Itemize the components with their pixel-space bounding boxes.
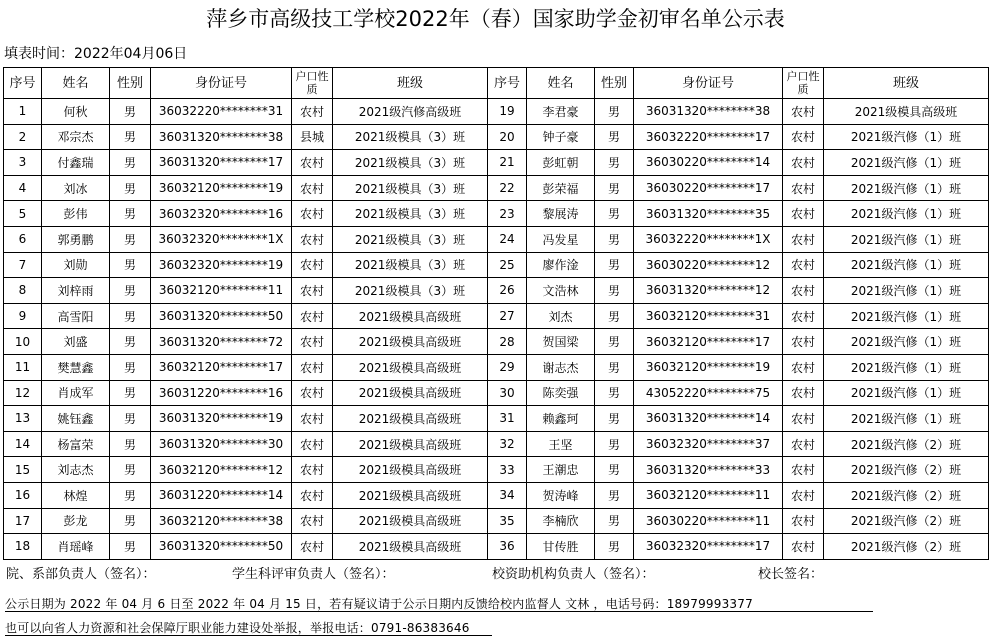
table-row [4, 303, 989, 329]
cell-class: 2021级模具高级班 [333, 406, 488, 432]
cell-seq: 19 [488, 99, 527, 125]
cell-gender: 男 [595, 150, 634, 176]
cell-gender: 男 [110, 380, 151, 406]
cell-hukou: 农村 [292, 406, 333, 432]
cell-id-number: 36032120********12 [151, 457, 292, 483]
cell-seq: 20 [488, 124, 527, 150]
cell-gender: 男 [110, 482, 151, 508]
cell-seq: 8 [4, 278, 42, 304]
cell-hukou: 农村 [783, 431, 824, 457]
cell-name: 付鑫瑞 [42, 150, 110, 176]
cell-hukou: 农村 [292, 175, 333, 201]
cell-gender: 男 [595, 124, 634, 150]
cell-hukou: 农村 [292, 534, 333, 560]
cell-id-number: 36032120********17 [634, 329, 783, 355]
table-row [4, 226, 989, 252]
cell-name: 郭勇鹏 [42, 226, 110, 252]
cell-class: 2021级汽修（1）班 [824, 278, 989, 304]
header-row [4, 68, 989, 99]
cell-class: 2021级汽修（2）班 [824, 534, 989, 560]
col-seq: 序号 [488, 68, 527, 99]
cell-class: 2021级模具高级班 [333, 457, 488, 483]
cell-seq: 12 [4, 380, 42, 406]
cell-seq: 29 [488, 354, 527, 380]
cell-id-number: 36030220********11 [634, 508, 783, 534]
cell-id-number: 36032120********11 [634, 482, 783, 508]
cell-name: 贺涛峰 [527, 482, 595, 508]
cell-class: 2021级汽修（1）班 [824, 354, 989, 380]
cell-id-number: 36032120********19 [151, 175, 292, 201]
cell-gender: 男 [110, 508, 151, 534]
cell-name: 贺国梁 [527, 329, 595, 355]
cell-hukou: 农村 [783, 508, 824, 534]
col-name: 姓名 [42, 68, 110, 99]
cell-class: 2021级汽修高级班 [333, 99, 488, 125]
cell-class: 2021级汽修（1）班 [824, 380, 989, 406]
cell-seq: 17 [4, 508, 42, 534]
cell-hukou: 农村 [783, 201, 824, 227]
cell-gender: 男 [110, 534, 151, 560]
cell-class: 2021级模具高级班 [333, 303, 488, 329]
review-signature-label: 学生科评审负责人（签名）： [232, 567, 395, 582]
cell-gender: 男 [110, 431, 151, 457]
cell-class: 2021级汽修（1）班 [824, 124, 989, 150]
cell-seq: 25 [488, 252, 527, 278]
cell-name: 邓宗杰 [42, 124, 110, 150]
cell-name: 王潮忠 [527, 457, 595, 483]
cell-name: 刘冰 [42, 175, 110, 201]
cell-seq: 28 [488, 329, 527, 355]
col-id: 身份证号 [151, 68, 292, 99]
cell-class: 2021级模具（3）班 [333, 278, 488, 304]
cell-class: 2021级汽修（1）班 [824, 303, 989, 329]
cell-class: 2021级模具高级班 [333, 482, 488, 508]
cell-hukou: 农村 [292, 278, 333, 304]
cell-id-number: 36032120********38 [151, 508, 292, 534]
cell-name: 文浩林 [527, 278, 595, 304]
cell-gender: 男 [595, 406, 634, 432]
table-row [4, 431, 989, 457]
table-row [4, 482, 989, 508]
cell-hukou: 农村 [783, 252, 824, 278]
cell-hukou: 农村 [783, 124, 824, 150]
cell-hukou: 农村 [783, 99, 824, 125]
cell-seq: 22 [488, 175, 527, 201]
cell-gender: 男 [595, 252, 634, 278]
cell-name: 何秋 [42, 99, 110, 125]
cell-class: 2021级汽修（1）班 [824, 252, 989, 278]
cell-hukou: 农村 [292, 303, 333, 329]
cell-hukou: 农村 [292, 201, 333, 227]
cell-hukou: 农村 [292, 431, 333, 457]
cell-hukou: 农村 [292, 457, 333, 483]
table-row [4, 406, 989, 432]
cell-name: 肖瑶峰 [42, 534, 110, 560]
cell-hukou: 农村 [783, 354, 824, 380]
cell-class: 2021级汽修（2）班 [824, 482, 989, 508]
cell-name: 廖作淦 [527, 252, 595, 278]
col-class: 班级 [333, 68, 488, 99]
table-row [4, 534, 989, 560]
cell-seq: 11 [4, 354, 42, 380]
cell-class: 2021级汽修（1）班 [824, 329, 989, 355]
cell-id-number: 36032120********11 [151, 278, 292, 304]
cell-hukou: 农村 [783, 303, 824, 329]
cell-gender: 男 [110, 252, 151, 278]
table-row [4, 252, 989, 278]
cell-seq: 14 [4, 431, 42, 457]
cell-name: 肖成军 [42, 380, 110, 406]
cell-gender: 男 [110, 406, 151, 432]
cell-id-number: 36031320********17 [151, 150, 292, 176]
table-row [4, 354, 989, 380]
cell-seq: 18 [4, 534, 42, 560]
cell-gender: 男 [595, 329, 634, 355]
cell-id-number: 36032320********19 [151, 252, 292, 278]
cell-name: 彭伟 [42, 201, 110, 227]
cell-name: 冯发星 [527, 226, 595, 252]
cell-id-number: 36030220********14 [634, 150, 783, 176]
cell-name: 林煌 [42, 482, 110, 508]
cell-name: 彭虹朝 [527, 150, 595, 176]
cell-class: 2021级汽修（2）班 [824, 508, 989, 534]
cell-name: 樊慧鑫 [42, 354, 110, 380]
col-seq: 序号 [4, 68, 42, 99]
cell-hukou: 农村 [783, 150, 824, 176]
cell-name: 刘梓雨 [42, 278, 110, 304]
table-row [4, 124, 989, 150]
cell-class: 2021级模具（3）班 [333, 175, 488, 201]
table-row [4, 329, 989, 355]
cell-id-number: 36032120********17 [151, 354, 292, 380]
cell-class: 2021级汽修（2）班 [824, 457, 989, 483]
cell-gender: 男 [595, 534, 634, 560]
publicity-notice: 公示日期为 2022 年 04 月 6 日至 2022 年 04 月 15 日，若有疑议请于公示日期内反馈给校内监督人 文林 ，电话号码：18979993377 [5, 597, 753, 611]
cell-gender: 男 [110, 124, 151, 150]
cell-hukou: 农村 [783, 406, 824, 432]
cell-id-number: 36031320********38 [634, 99, 783, 125]
table-row [4, 278, 989, 304]
cell-class: 2021级模具高级班 [333, 380, 488, 406]
cell-gender: 男 [110, 175, 151, 201]
cell-class: 2021级汽修（1）班 [824, 406, 989, 432]
cell-hukou: 农村 [292, 226, 333, 252]
cell-name: 李楠欣 [527, 508, 595, 534]
cell-name: 陈奕强 [527, 380, 595, 406]
cell-seq: 21 [488, 150, 527, 176]
cell-gender: 男 [595, 482, 634, 508]
cell-hukou: 农村 [783, 380, 824, 406]
cell-id-number: 36031320********30 [151, 431, 292, 457]
cell-id-number: 36031320********33 [634, 457, 783, 483]
cell-hukou: 农村 [292, 482, 333, 508]
col-name: 姓名 [527, 68, 595, 99]
cell-id-number: 36031320********72 [151, 329, 292, 355]
cell-hukou: 农村 [783, 175, 824, 201]
cell-gender: 男 [110, 457, 151, 483]
col-hukou: 户口性质 [783, 68, 824, 99]
cell-gender: 男 [595, 380, 634, 406]
cell-class: 2021级模具高级班 [333, 534, 488, 560]
cell-hukou: 农村 [783, 482, 824, 508]
cell-id-number: 36032220********1X [634, 226, 783, 252]
cell-id-number: 36032320********16 [151, 201, 292, 227]
cell-class: 2021级汽修（1）班 [824, 150, 989, 176]
table-row [4, 380, 989, 406]
aid-office-signature-label: 校资助机构负责人（签名）： [492, 567, 655, 582]
cell-gender: 男 [110, 303, 151, 329]
cell-name: 彭龙 [42, 508, 110, 534]
cell-id-number: 36031320********50 [151, 534, 292, 560]
cell-hukou: 农村 [783, 534, 824, 560]
cell-name: 高雪阳 [42, 303, 110, 329]
cell-gender: 男 [595, 175, 634, 201]
cell-hukou: 农村 [292, 252, 333, 278]
cell-name: 赖鑫珂 [527, 406, 595, 432]
cell-gender: 男 [110, 150, 151, 176]
cell-gender: 男 [595, 508, 634, 534]
cell-id-number: 36031320********35 [634, 201, 783, 227]
table-row [4, 99, 989, 125]
cell-class: 2021级汽修（1）班 [824, 175, 989, 201]
cell-seq: 1 [4, 99, 42, 125]
cell-gender: 男 [110, 226, 151, 252]
cell-seq: 24 [488, 226, 527, 252]
roster-table [3, 67, 989, 560]
cell-seq: 33 [488, 457, 527, 483]
cell-class: 2021级模具高级班 [824, 99, 989, 125]
cell-gender: 男 [595, 457, 634, 483]
cell-id-number: 36031320********12 [634, 278, 783, 304]
col-id: 身份证号 [634, 68, 783, 99]
cell-hukou: 农村 [292, 380, 333, 406]
cell-name: 刘勋 [42, 252, 110, 278]
col-gender: 性别 [110, 68, 151, 99]
cell-id-number: 36032320********17 [634, 534, 783, 560]
cell-name: 彭荣福 [527, 175, 595, 201]
cell-name: 谢志杰 [527, 354, 595, 380]
cell-id-number: 36032220********31 [151, 99, 292, 125]
cell-name: 王坚 [527, 431, 595, 457]
cell-name: 甘传胜 [527, 534, 595, 560]
cell-id-number: 36030220********12 [634, 252, 783, 278]
cell-seq: 15 [4, 457, 42, 483]
cell-class: 2021级模具（3）班 [333, 124, 488, 150]
report-underline [5, 635, 492, 636]
cell-name: 钟子豪 [527, 124, 595, 150]
cell-name: 刘志杰 [42, 457, 110, 483]
cell-gender: 男 [595, 278, 634, 304]
cell-id-number: 36031220********14 [151, 482, 292, 508]
cell-seq: 3 [4, 150, 42, 176]
cell-seq: 16 [4, 482, 42, 508]
cell-id-number: 36030220********17 [634, 175, 783, 201]
cell-id-number: 36031220********16 [151, 380, 292, 406]
cell-seq: 23 [488, 201, 527, 227]
cell-hukou: 农村 [292, 329, 333, 355]
cell-gender: 男 [110, 99, 151, 125]
cell-hukou: 农村 [292, 150, 333, 176]
cell-class: 2021级汽修（2）班 [824, 431, 989, 457]
fill-date: 填表时间：2022年04月06日 [4, 46, 188, 62]
table-row [4, 150, 989, 176]
cell-name: 刘杰 [527, 303, 595, 329]
cell-class: 2021级汽修（1）班 [824, 226, 989, 252]
cell-name: 姚钰鑫 [42, 406, 110, 432]
cell-gender: 男 [110, 354, 151, 380]
cell-class: 2021级模具高级班 [333, 329, 488, 355]
report-notice: 也可以向省人力资源和社会保障厅职业能力建设处举报，举报电话：0791-86383646 [5, 621, 470, 635]
cell-seq: 4 [4, 175, 42, 201]
cell-class: 2021级模具高级班 [333, 508, 488, 534]
cell-gender: 男 [595, 226, 634, 252]
cell-class: 2021级模具（3）班 [333, 201, 488, 227]
cell-gender: 男 [595, 99, 634, 125]
cell-id-number: 36032120********19 [634, 354, 783, 380]
cell-name: 刘盛 [42, 329, 110, 355]
table-row [4, 201, 989, 227]
page-title: 萍乡市高级技工学校2022年（春）国家助学金初审名单公示表 [206, 7, 785, 31]
cell-class: 2021级模具（3）班 [333, 252, 488, 278]
cell-id-number: 36031320********38 [151, 124, 292, 150]
cell-id-number: 36032120********31 [634, 303, 783, 329]
cell-seq: 13 [4, 406, 42, 432]
cell-id-number: 36031320********50 [151, 303, 292, 329]
cell-id-number: 36032320********37 [634, 431, 783, 457]
cell-seq: 5 [4, 201, 42, 227]
cell-class: 2021级汽修（1）班 [824, 201, 989, 227]
cell-seq: 32 [488, 431, 527, 457]
cell-gender: 男 [110, 329, 151, 355]
cell-seq: 31 [488, 406, 527, 432]
cell-name: 杨富荣 [42, 431, 110, 457]
cell-hukou: 农村 [292, 354, 333, 380]
cell-seq: 36 [488, 534, 527, 560]
cell-seq: 7 [4, 252, 42, 278]
cell-name: 黎展涛 [527, 201, 595, 227]
cell-hukou: 农村 [783, 226, 824, 252]
cell-hukou: 农村 [783, 278, 824, 304]
cell-gender: 男 [110, 201, 151, 227]
col-gender: 性别 [595, 68, 634, 99]
cell-id-number: 36031320********14 [634, 406, 783, 432]
cell-id-number: 36032320********1X [151, 226, 292, 252]
cell-gender: 男 [110, 278, 151, 304]
table-row [4, 508, 989, 534]
principal-signature-label: 校长签名： [758, 567, 824, 582]
cell-seq: 26 [488, 278, 527, 304]
cell-seq: 6 [4, 226, 42, 252]
cell-gender: 男 [595, 201, 634, 227]
cell-hukou: 县城 [292, 124, 333, 150]
table-row [4, 175, 989, 201]
cell-id-number: 36031320********19 [151, 406, 292, 432]
cell-gender: 男 [595, 431, 634, 457]
cell-seq: 9 [4, 303, 42, 329]
col-hukou: 户口性质 [292, 68, 333, 99]
cell-gender: 男 [595, 303, 634, 329]
col-class: 班级 [824, 68, 989, 99]
cell-seq: 35 [488, 508, 527, 534]
cell-hukou: 农村 [292, 508, 333, 534]
cell-class: 2021级模具（3）班 [333, 226, 488, 252]
cell-hukou: 农村 [783, 329, 824, 355]
cell-class: 2021级模具（3）班 [333, 150, 488, 176]
table-row [4, 457, 989, 483]
cell-seq: 10 [4, 329, 42, 355]
cell-hukou: 农村 [292, 99, 333, 125]
cell-seq: 27 [488, 303, 527, 329]
cell-seq: 34 [488, 482, 527, 508]
cell-id-number: 43052220********75 [634, 380, 783, 406]
notice-underline [5, 611, 873, 612]
cell-class: 2021级模具高级班 [333, 354, 488, 380]
dept-signature-label: 院、系部负责人（签名）： [6, 567, 156, 582]
cell-seq: 30 [488, 380, 527, 406]
cell-id-number: 36032220********17 [634, 124, 783, 150]
cell-hukou: 农村 [783, 457, 824, 483]
cell-class: 2021级模具高级班 [333, 431, 488, 457]
cell-seq: 2 [4, 124, 42, 150]
cell-name: 李君豪 [527, 99, 595, 125]
cell-gender: 男 [595, 354, 634, 380]
